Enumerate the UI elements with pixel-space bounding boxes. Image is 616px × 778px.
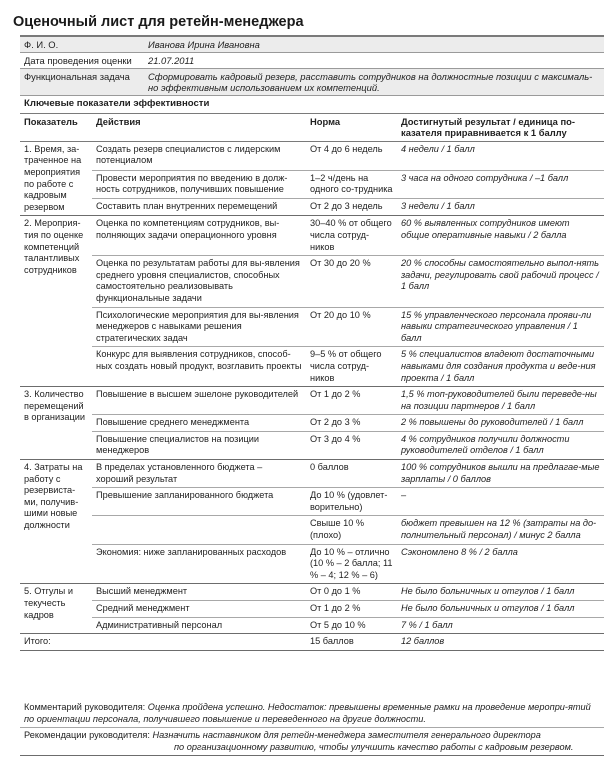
header-norm: Норма	[306, 114, 397, 142]
action-cell: Конкурс для выявления сотрудников, способ-ных создать новый продукт, возглавить проекты	[92, 347, 306, 387]
norm-cell: От 20 до 10 %	[306, 307, 397, 347]
result-cell: 20 % способны самостоятельно выпол-нять задачи, регулировать свой рабочий процесс / 1 балл	[397, 256, 604, 307]
table-row	[20, 431, 604, 459]
date-value: 21.07.2011	[148, 55, 195, 66]
norm-cell: От 5 до 10 %	[306, 617, 397, 634]
norm-cell: От 1 до 2 %	[306, 387, 397, 415]
indicator-cell: 4. Затраты на работу с резервиста-ми, получив-шими новые должности	[20, 460, 92, 584]
table-row	[20, 199, 604, 216]
date-label: Дата проведения оценки	[24, 55, 132, 66]
action-cell: Оценка по результатам работы для вы-явления среднего уровня специалистов, способных самостоятельно реализовывать функциональные задачи	[92, 256, 306, 307]
table-row	[20, 544, 604, 584]
action-cell: Административный персонал	[92, 617, 306, 634]
table-row	[20, 256, 604, 307]
employee-info	[20, 37, 604, 96]
indicator-cell: 1. Время, за-траченное на мероприятия по работе с кадровым резервом	[20, 141, 92, 216]
action-cell: Экономия: ниже запланированных расходов	[92, 544, 306, 584]
header-actions: Действия	[92, 114, 306, 142]
norm-cell: До 10 % – отлично (10 % – 2 балла; 11 % – 4; 12 % – 6)	[306, 544, 397, 584]
table-row	[20, 488, 604, 516]
total-norm: 15 баллов	[306, 634, 397, 651]
info-row-date	[20, 53, 604, 69]
action-cell: Оценка по компетенциям сотрудников, вы-полняющих задачи операционного уровня	[92, 216, 306, 256]
table-header-row	[20, 114, 604, 142]
norm-cell: 30–40 % от общего числа сотруд-ников	[306, 216, 397, 256]
manager-recommendations	[20, 728, 604, 756]
manager-comment-label: Комментарий руководителя:	[24, 702, 146, 712]
action-cell: Повышение среднего менеджмента	[92, 415, 306, 432]
action-cell: Высший менеджмент	[92, 584, 306, 601]
action-cell: Провести мероприятия по введению в долж-ность сотрудников, получивших повышение	[92, 170, 306, 199]
total-row	[20, 634, 604, 651]
action-cell: Создать резерв специалистов с лидерским потенциалом	[92, 141, 306, 170]
result-cell: 5 % специалистов владеют достаточными навыками для создания продукта и веде-ния проекта / 1 балл	[397, 347, 604, 387]
norm-cell: От 30 до 20 %	[306, 256, 397, 307]
result-cell: 1,5 % топ-руководителей были переведе-ны на позиции партнеров / 1 балл	[397, 387, 604, 415]
recommendations-text-2: по организационному развитию, чтобы улучшить качество работы с кадровым резервом.	[174, 741, 574, 752]
header-indicator: Показатель	[20, 114, 92, 142]
kpi-table	[20, 113, 604, 651]
action-cell: Повышение специалистов на позиции менеджеров	[92, 431, 306, 459]
norm-cell: От 1 до 2 %	[306, 601, 397, 618]
norm-cell: От 2 до 3 %	[306, 415, 397, 432]
table-row	[20, 460, 604, 488]
table-row	[20, 601, 604, 618]
manager-comment-text: Оценка пройдена успешно. Недостаток: превышены временные рамки на проведение меропри-ятий по ориентации персонала, получившего повышение и переведенного на другие должности.	[24, 702, 591, 724]
norm-cell: 1–2 ч/день на одного со-трудника	[306, 170, 397, 199]
result-cell: 3 часа на одного сотрудника / –1 балл	[397, 170, 604, 199]
table-row	[20, 415, 604, 432]
action-cell: Психологические мероприятия для вы-явления менеджеров с навыками решения стратегических задач	[92, 307, 306, 347]
result-cell: 7 % / 1 балл	[397, 617, 604, 634]
manager-comment	[20, 700, 604, 728]
result-cell: 100 % сотрудников вышли на предлагае-мые зарплаты / 0 баллов	[397, 460, 604, 488]
norm-cell: От 4 до 6 недель	[306, 141, 397, 170]
norm-cell: 9–5 % от общего числа сотруд-ников	[306, 347, 397, 387]
result-cell: 15 % управленческого персонала прояви-ли навыки стратегического управления / 1 балл	[397, 307, 604, 347]
task-value: Сформировать кадровый резерв, расставить сотрудников на должностные позиции с максималь-но эффективным использованием их компетенций.	[148, 71, 593, 93]
result-cell: 4 недели / 1 балл	[397, 141, 604, 170]
indicator-cell: 5. Отгулы и текучесть кадров	[20, 584, 92, 634]
table-row	[20, 347, 604, 387]
recommendations-label: Рекомендации руководителя:	[24, 730, 150, 741]
total-label: Итого:	[20, 634, 306, 651]
action-cell	[92, 516, 306, 544]
result-cell: бюджет превышен на 12 % (затраты на до-полнительный персонал) / минус 2 балла	[397, 516, 604, 544]
indicator-cell: 3. Количество перемещений в организации	[20, 387, 92, 460]
norm-cell: До 10 % (удовлет-ворительно)	[306, 488, 397, 516]
action-cell: Превышение запланированного бюджета	[92, 488, 306, 516]
table-row	[20, 617, 604, 634]
table-row	[20, 170, 604, 199]
indicator-cell: 2. Мероприя-тия по оценке компетенций талантливых сотрудников	[20, 216, 92, 387]
result-cell: 2 % повышены до руководителей / 1 балл	[397, 415, 604, 432]
action-cell: Составить план внутренних перемещений	[92, 199, 306, 216]
result-cell: Сэкономлено 8 % / 2 балла	[397, 544, 604, 584]
recommendations-text-1: Назначить наставником для ретейн-менеджера заместителя генерального директора	[152, 730, 541, 741]
kpi-section-title: Ключевые показатели эффективности	[24, 98, 210, 109]
norm-cell: От 3 до 4 %	[306, 431, 397, 459]
kpi-table-body	[20, 114, 604, 651]
result-cell: 3 недели / 1 балл	[397, 199, 604, 216]
table-row	[20, 141, 604, 170]
action-cell: Повышение в высшем эшелоне руководителей	[92, 387, 306, 415]
result-cell: 60 % выявленных сотрудников имеют общие оперативные навыки / 2 балла	[397, 216, 604, 256]
table-row	[20, 216, 604, 256]
norm-cell: От 2 до 3 недель	[306, 199, 397, 216]
task-label: Функциональная задача	[24, 71, 130, 82]
info-row-task	[20, 69, 604, 96]
table-row	[20, 307, 604, 347]
result-cell: Не было больничных и отгулов / 1 балл	[397, 584, 604, 601]
table-row	[20, 387, 604, 415]
table-row	[20, 516, 604, 544]
result-cell: Не было больничных и отгулов / 1 балл	[397, 601, 604, 618]
page-title: Оценочный лист для ретейн-менеджера	[13, 14, 304, 30]
table-row	[20, 584, 604, 601]
comments-block	[20, 700, 604, 756]
norm-cell: От 0 до 1 %	[306, 584, 397, 601]
fio-label: Ф. И. О.	[24, 39, 59, 50]
result-cell: 4 % сотрудников получили должности руководителей отделов / 1 балл	[397, 431, 604, 459]
norm-cell: 0 баллов	[306, 460, 397, 488]
action-cell: В пределах установленного бюджета – хороший результат	[92, 460, 306, 488]
action-cell: Средний менеджмент	[92, 601, 306, 618]
fio-value: Иванова Ирина Ивановна	[148, 39, 260, 50]
norm-cell: Свыше 10 % (плохо)	[306, 516, 397, 544]
info-row-fio	[20, 37, 604, 53]
total-result: 12 баллов	[397, 634, 604, 651]
result-cell: –	[397, 488, 604, 516]
header-result: Достигнутый результат / единица по-казателя приравнивается к 1 баллу	[397, 114, 604, 142]
